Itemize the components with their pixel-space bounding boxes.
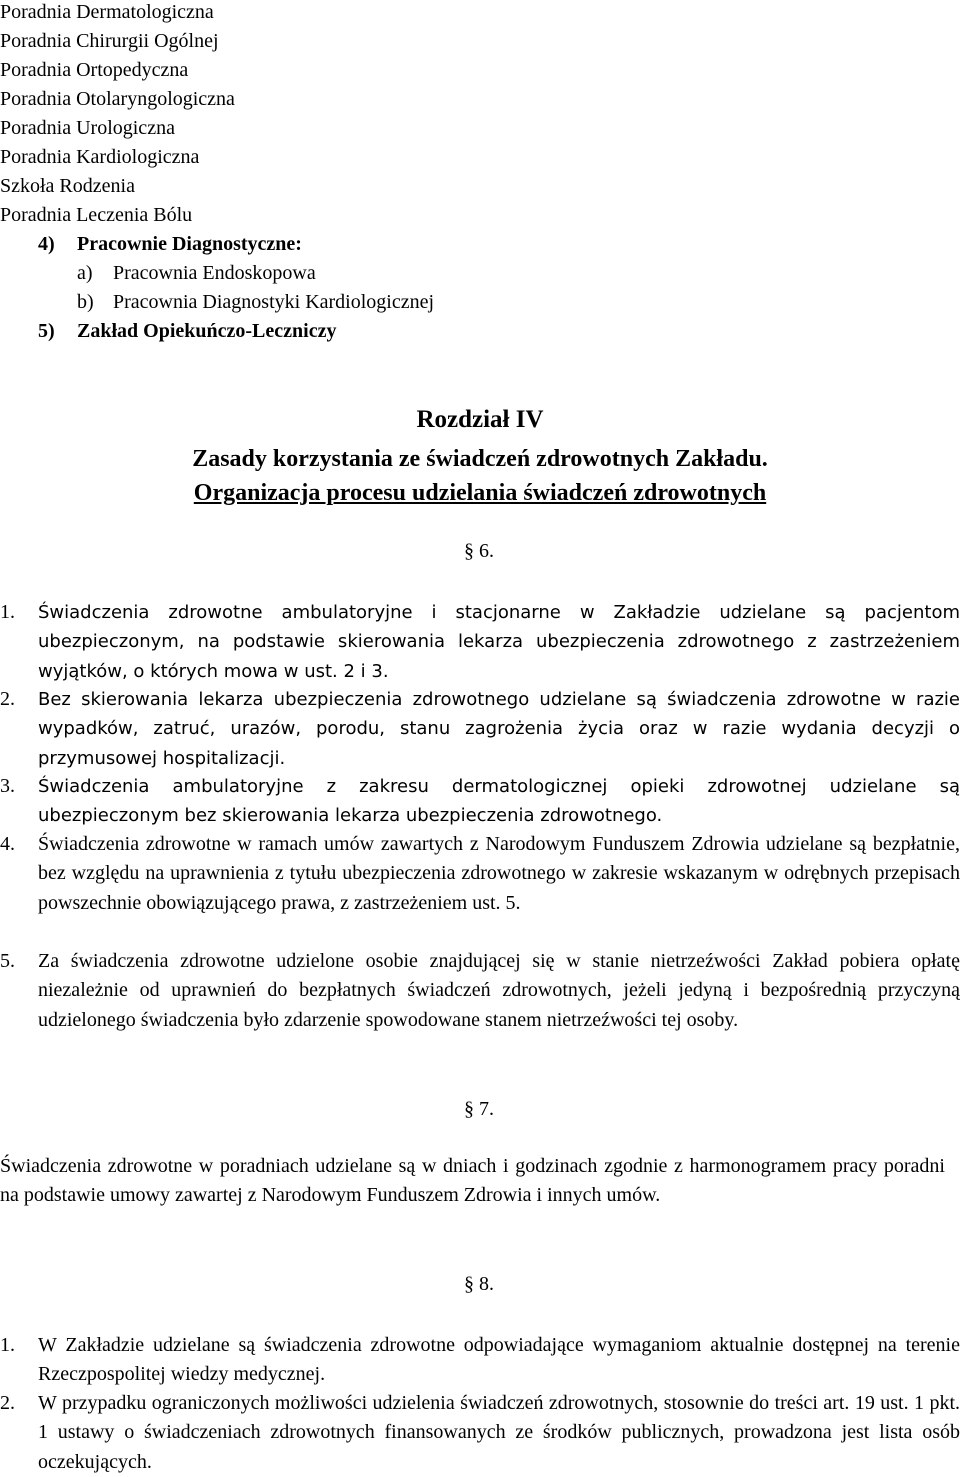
chapter-subtitle [0, 478, 960, 508]
point-number: 4. [0, 833, 15, 855]
unit-label: Zakład Opiekuńczo-Leczniczy [77, 320, 337, 342]
point-number: 1. [0, 601, 15, 623]
list-item: Poradnia Otolaryngologiczna [0, 88, 235, 110]
point-text: Świadczenia zdrowotne w ramach umów zawartych z Narodowym Funduszem Zdrowia udzielane są bezpłatnie, bez względu na uprawnienia z tytułu ubezpieczenia zdrowotnego w zakresie wskazanym w odrębnych przepisach powszechnie obowiązującego prawa, z zastrzeżeniem ust. 5. [38, 833, 960, 914]
unit-number: 5) [38, 320, 55, 342]
point-text: Bez skierowania lekarza ubezpieczenia zdrowotnego udzielane są świadczenia zdrowotne w razie wypadków, zatruć, urazów, porodu, stanu zagrożenia życia oraz w razie wydania decyzji o przymusowej hospitalizacji. [38, 689, 960, 769]
subunit-label: Pracownia Diagnostyki Kardiologicznej [113, 291, 435, 313]
chapter-number: Rozdział IV [416, 406, 544, 433]
point-text: Świadczenia ambulatoryjne z zakresu dermatologicznej opieki zdrowotnej udzielane są ubezpieczonym bez skierowania lekarza ubezpieczenia zdrowotnego. [38, 776, 960, 827]
unit-label: Pracownie Diagnostyczne: [77, 233, 302, 255]
subunit-letter: a) [77, 262, 93, 284]
section-6-mark: § 6. [464, 540, 494, 562]
subunit-label: Pracownia Endoskopowa [113, 262, 316, 284]
point-text: W przypadku ograniczonych możliwości udzielenia świadczeń zdrowotnych, stosownie do treści art. 19 ust. 1 pkt. 1 ustawy o świadczeniach zdrowotnych finansowanych ze środków publicznych, prowadzona jest lista osób oczekujących. [38, 1392, 960, 1473]
point-text: W Zakładzie udzielane są świadczenia zdrowotne odpowiadające wymaganiom aktualnie dostępnej na terenie Rzeczpospolitej wiedzy medycznej. [38, 1334, 960, 1386]
unit-number: 4) [38, 233, 55, 255]
section-7-text: Świadczenia zdrowotne w poradniach udzielane są w dniach i godzinach zgodnie z harmonogramem pracy poradni na podstawie umowy zawartej z Narodowym Funduszem Zdrowia i innych umów. [0, 1155, 945, 1207]
section-8-mark: § 8. [464, 1273, 494, 1295]
point-number: 2. [0, 1392, 15, 1414]
subunit-letter: b) [77, 291, 94, 313]
list-item: Szkoła Rodzenia [0, 175, 135, 197]
list-item: Poradnia Kardiologiczna [0, 146, 200, 168]
list-item: Poradnia Urologiczna [0, 117, 175, 139]
point-text: Świadczenia zdrowotne ambulatoryjne i stacjonarne w Zakładzie udzielane są pacjentom ubezpieczonym, na podstawie skierowania lekarza ubezpieczenia zdrowotnego z zastrzeżeniem wyjątków, o których mowa w ust. 2 i 3. [38, 602, 960, 682]
chapter-title: Zasady korzystania ze świadczeń zdrowotnych Zakładu. [192, 446, 768, 472]
point-number: 1. [0, 1334, 15, 1356]
point-number: 2. [0, 688, 15, 710]
section-7-mark: § 7. [464, 1098, 494, 1120]
point-text: Za świadczenia zdrowotne udzielone osobie znajdującej się w stanie nietrzeźwości Zakład pobiera opłatę niezależnie od uprawnień do bezpłatnych świadczeń zdrowotnych, jeżeli jedyną i bezpośrednią przyczyną udzielonego świadczenia było zdarzenie spowodowane stanem nietrzeźwości tej osoby. [38, 950, 960, 1031]
list-item: Poradnia Ortopedyczna [0, 59, 189, 81]
point-number: 3. [0, 775, 15, 797]
point-number: 5. [0, 950, 15, 972]
chapter-subtitle-text: Organizacja procesu udzielania świadczeń zdrowotnych [193, 480, 767, 506]
list-item: Poradnia Chirurgii Ogólnej [0, 30, 219, 52]
list-item: Poradnia Dermatologiczna [0, 1, 214, 23]
list-item: Poradnia Leczenia Bólu [0, 204, 193, 226]
